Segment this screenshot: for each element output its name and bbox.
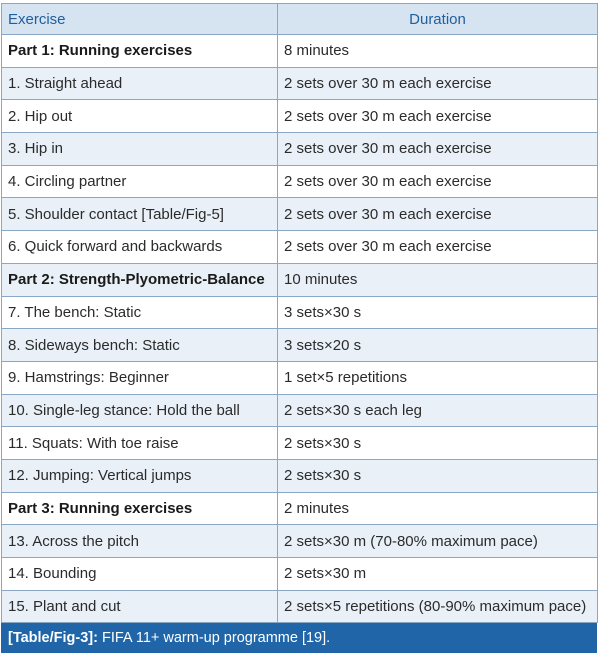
table-row bbox=[2, 459, 598, 492]
exercise-table bbox=[1, 3, 598, 623]
section-duration: 10 minutes bbox=[278, 263, 598, 296]
duration-cell: 2 sets over 30 m each exercise bbox=[278, 198, 598, 231]
table-row bbox=[2, 67, 598, 100]
table-row bbox=[2, 165, 598, 198]
table-row bbox=[2, 525, 598, 558]
header-exercise: Exercise bbox=[2, 4, 278, 35]
header-row bbox=[2, 4, 598, 35]
exercise-cell: 3. Hip in bbox=[2, 133, 278, 166]
section-row bbox=[2, 263, 598, 296]
section-title: Part 3: Running exercises bbox=[2, 492, 278, 525]
table-row bbox=[2, 231, 598, 264]
duration-cell: 2 sets over 30 m each exercise bbox=[278, 165, 598, 198]
table-row bbox=[2, 394, 598, 427]
exercise-cell: 7. The bench: Static bbox=[2, 296, 278, 329]
duration-cell: 2 sets over 30 m each exercise bbox=[278, 133, 598, 166]
duration-cell: 1 set×5 repetitions bbox=[278, 361, 598, 394]
caption-label: [Table/Fig-3]: bbox=[8, 630, 98, 647]
section-duration: 8 minutes bbox=[278, 35, 598, 68]
section-row bbox=[2, 492, 598, 525]
duration-cell: 3 sets×30 s bbox=[278, 296, 598, 329]
exercise-cell: 10. Single-leg stance: Hold the ball bbox=[2, 394, 278, 427]
exercise-cell: 14. Bounding bbox=[2, 558, 278, 591]
duration-cell: 3 sets×20 s bbox=[278, 329, 598, 362]
duration-cell: 2 sets over 30 m each exercise bbox=[278, 231, 598, 264]
table-caption bbox=[1, 623, 597, 653]
section-title: Part 1: Running exercises bbox=[2, 35, 278, 68]
duration-cell: 2 sets×30 s each leg bbox=[278, 394, 598, 427]
table-row bbox=[2, 296, 598, 329]
exercise-cell: 15. Plant and cut bbox=[2, 590, 278, 623]
table-row bbox=[2, 590, 598, 623]
duration-cell: 2 sets over 30 m each exercise bbox=[278, 100, 598, 133]
duration-cell: 2 sets×30 s bbox=[278, 459, 598, 492]
table-figure bbox=[1, 0, 597, 653]
header-duration: Duration bbox=[278, 4, 598, 35]
table-header bbox=[2, 4, 598, 35]
section-title: Part 2: Strength-Plyometric-Balance bbox=[2, 263, 278, 296]
table-body bbox=[2, 35, 598, 623]
exercise-cell: 4. Circling partner bbox=[2, 165, 278, 198]
table-row bbox=[2, 198, 598, 231]
duration-cell: 2 sets over 30 m each exercise bbox=[278, 67, 598, 100]
duration-cell: 2 sets×5 repetitions (80-90% maximum pace) bbox=[278, 590, 598, 623]
exercise-cell: 8. Sideways bench: Static bbox=[2, 329, 278, 362]
section-duration: 2 minutes bbox=[278, 492, 598, 525]
exercise-cell: 11. Squats: With toe raise bbox=[2, 427, 278, 460]
exercise-cell: 6. Quick forward and backwards bbox=[2, 231, 278, 264]
table-row bbox=[2, 100, 598, 133]
exercise-cell: 13. Across the pitch bbox=[2, 525, 278, 558]
duration-cell: 2 sets×30 m (70-80% maximum pace) bbox=[278, 525, 598, 558]
exercise-cell: 1. Straight ahead bbox=[2, 67, 278, 100]
table-row bbox=[2, 361, 598, 394]
table-row bbox=[2, 329, 598, 362]
exercise-cell: 2. Hip out bbox=[2, 100, 278, 133]
table-row bbox=[2, 133, 598, 166]
exercise-cell: 5. Shoulder contact [Table/Fig-5] bbox=[2, 198, 278, 231]
table-row bbox=[2, 558, 598, 591]
exercise-cell: 9. Hamstrings: Beginner bbox=[2, 361, 278, 394]
duration-cell: 2 sets×30 s bbox=[278, 427, 598, 460]
section-row bbox=[2, 35, 598, 68]
table-row bbox=[2, 427, 598, 460]
exercise-cell: 12. Jumping: Vertical jumps bbox=[2, 459, 278, 492]
caption-text: FIFA 11+ warm-up programme [19]. bbox=[97, 630, 331, 647]
duration-cell: 2 sets×30 m bbox=[278, 558, 598, 591]
